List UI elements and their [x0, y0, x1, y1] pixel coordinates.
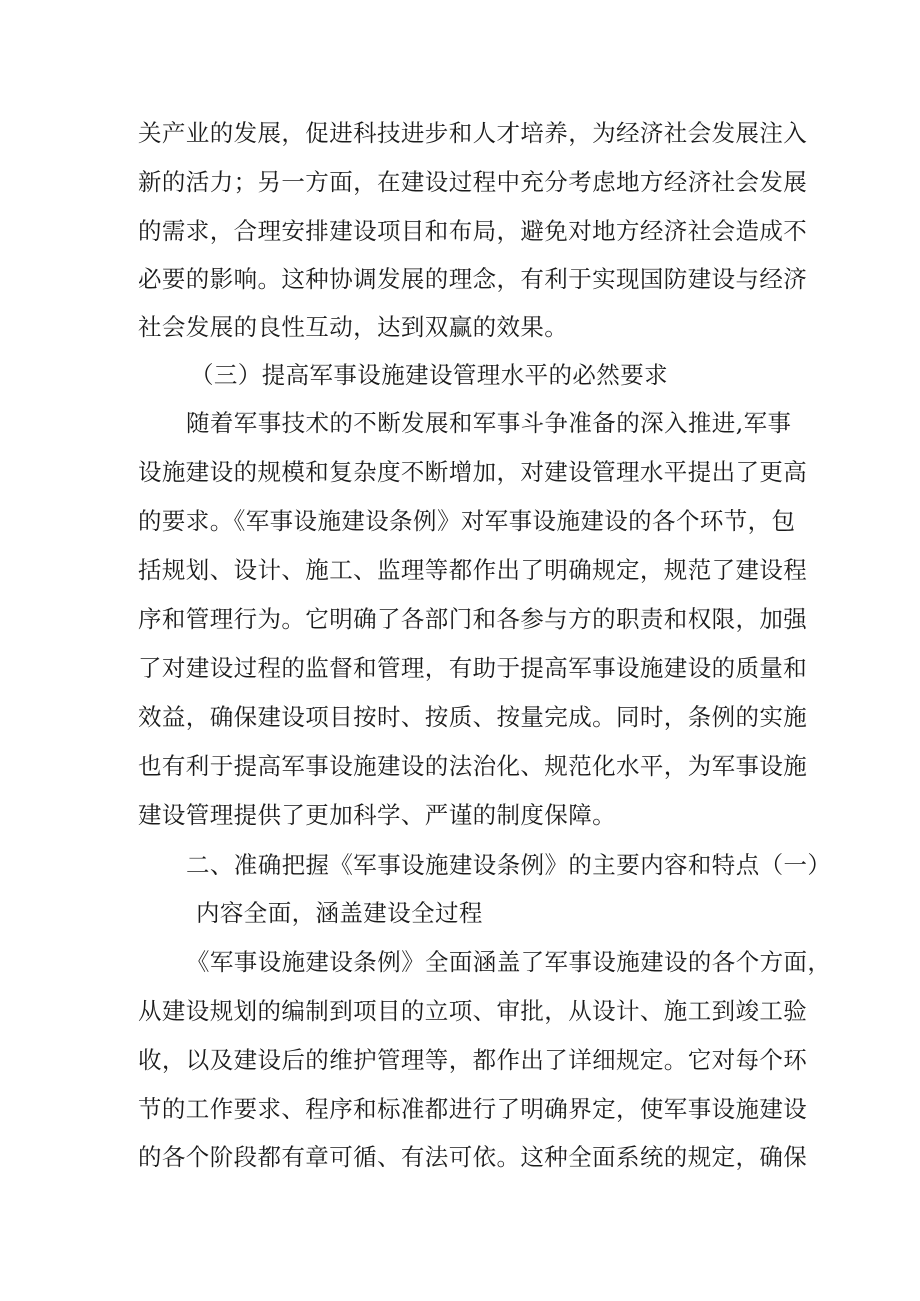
- paragraph-line: 设施建设的规模和复杂度不断增加，对建设管理水平提出了更高: [138, 458, 808, 486]
- paragraph-line: 建设管理提供了更加科学、严谨的制度保障。: [138, 801, 616, 829]
- section-heading: 二、准确把握《军事设施建设条例》的主要内容和特点（一）: [186, 851, 832, 879]
- section-heading: （三）提高军事设施建设管理水平的必然要求: [190, 361, 668, 389]
- paragraph-line: 收，以及建设后的维护管理等，都作出了详细规定。它对每个环: [138, 1046, 808, 1074]
- paragraph-line: 关产业的发展，促进科技进步和人才培养，为经济社会发展注入: [138, 119, 808, 147]
- paragraph-line: 括规划、设计、施工、监理等都作出了明确规定，规范了建设程: [138, 556, 808, 584]
- paragraph-line: 也有利于提高军事设施建设的法治化、规范化水平，为军事设施: [138, 752, 808, 780]
- paragraph-line: 了对建设过程的监督和管理，有助于提高军事设施建设的质量和: [138, 654, 808, 682]
- subsection-heading: 内容全面，涵盖建设全过程: [196, 899, 483, 927]
- paragraph-line: 从建设规划的编制到项目的立项、审批，从设计、施工到竣工验: [138, 997, 808, 1025]
- paragraph-line: 序和管理行为。它明确了各部门和各参与方的职责和权限，加强: [138, 605, 808, 633]
- paragraph-line: 《军事设施建设条例》全面涵盖了军事设施建设的各个方面，: [186, 948, 832, 976]
- paragraph-line: 社会发展的良性互动，达到双赢的效果。: [138, 313, 569, 341]
- paragraph-line: 必要的影响。这种协调发展的理念，有利于实现国防建设与经济: [138, 265, 808, 293]
- paragraph-line: 的各个阶段都有章可循、有法可依。这种全面系统的规定，确保: [138, 1143, 808, 1171]
- paragraph-line: 的要求。《军事设施建设条例》对军事设施建设的各个环节，包: [138, 507, 796, 535]
- paragraph-line: 节的工作要求、程序和标准都进行了明确界定，使军事设施建设: [138, 1095, 808, 1123]
- paragraph-line: 的需求，合理安排建设项目和布局，避免对地方经济社会造成不: [138, 217, 808, 245]
- paragraph-line: 新的活力；另一方面，在建设过程中充分考虑地方经济社会发展: [138, 168, 808, 196]
- paragraph-line: 随着军事技术的不断发展和军事斗争准备的深入推进,军事: [186, 409, 792, 437]
- paragraph-line: 效益，确保建设项目按时、按质、按量完成。同时，条例的实施: [138, 703, 808, 731]
